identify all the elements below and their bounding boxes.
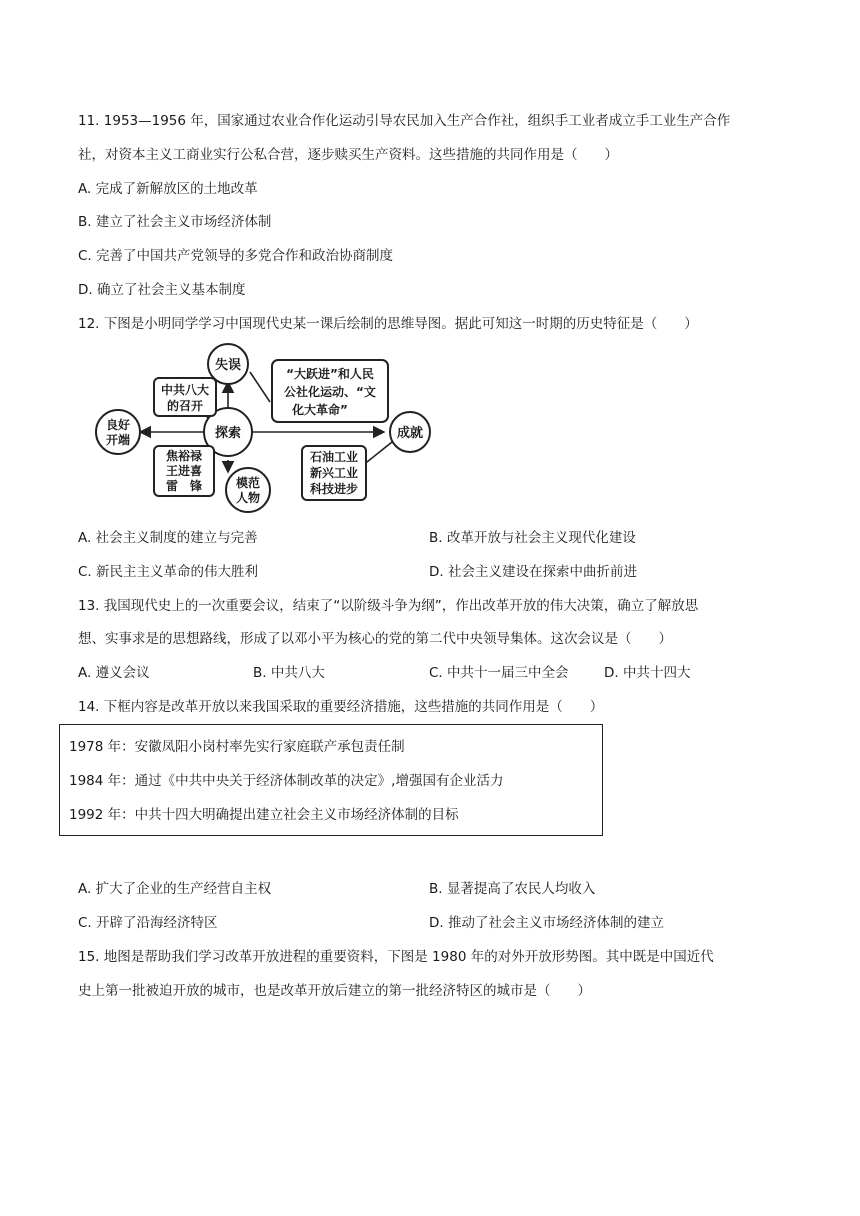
box-right-top-line2: 公社化运动、“文 [284, 385, 376, 399]
box-right-top-line3: 化大革命” [292, 403, 348, 417]
box-left-bottom-line2: 王进喜 [165, 464, 203, 478]
node-left-label-2: 开端 [105, 433, 131, 447]
q13-stem-line2: 想、实事求是的思想路线，形成了以邓小平为核心的党的第二代中央领导集体。这次会议是（ ） [78, 631, 672, 647]
q12-option-c[interactable]: C. 新民主主义革命的伟大胜利 [78, 564, 259, 580]
mind-map-diagram [92, 342, 432, 514]
q13-option-a[interactable]: A. 遵义会议 [78, 665, 150, 681]
node-left [96, 410, 140, 454]
q11-option-c[interactable]: C. 完善了中国共产党领导的多党合作和政治协商制度 [78, 248, 394, 264]
box-left-bottom-line3: 雷 锋 [165, 479, 203, 493]
node-center-label: 探索 [214, 426, 242, 441]
box-right-bottom-line1: 石油工业 [309, 450, 359, 464]
q14-stem: 14. 下框内容是改革开放以来我国采取的重要经济措施，这些措施的共同作用是（ ） [78, 699, 604, 715]
q14-material-box [59, 724, 603, 836]
node-bottom [226, 468, 270, 512]
q12-option-d[interactable]: D. 社会主义建设在探索中曲折前进 [429, 564, 637, 580]
q15-stem-line2: 史上第一批被迫开放的城市，也是改革开放后建立的第一批经济特区的城市是（ ） [78, 983, 591, 999]
box-left-top-line1: 中共八大 [160, 383, 210, 397]
box-left-top-line2: 的召开 [166, 399, 204, 413]
node-bottom-label-1: 模范 [235, 476, 261, 490]
q15-stem-line1: 15. 地图是帮助我们学习改革开放进程的重要资料，下图是 1980 年的对外开放形势图。其中既是中国近代 [78, 949, 714, 965]
q13-stem-line1: 13. 我国现代史上的一次重要会议，结束了“以阶级斗争为纲”，作出改革开放的伟大决策，确立了解放思 [78, 598, 699, 614]
node-top-label: 失误 [214, 358, 242, 373]
q11-option-d[interactable]: D. 确立了社会主义基本制度 [78, 282, 246, 298]
q14-box-entry-1992: 1992 年：中共十四大明确提出建立社会主义市场经济体制的目标 [69, 807, 459, 823]
q12-option-a[interactable]: A. 社会主义制度的建立与完善 [78, 530, 258, 546]
q13-option-d[interactable]: D. 中共十四大 [604, 665, 691, 681]
box-left-bottom [154, 446, 214, 496]
node-bottom-label-2: 人物 [235, 491, 261, 505]
q12-option-b[interactable]: B. 改革开放与社会主义现代化建设 [429, 530, 636, 546]
box-right-bottom-line2: 新兴工业 [309, 466, 359, 480]
q14-box-entry-1978: 1978 年：安徽凤阳小岗村率先实行家庭联产承包责任制 [69, 739, 405, 755]
q13-option-b[interactable]: B. 中共八大 [253, 665, 325, 681]
q13-option-c[interactable]: C. 中共十一届三中全会 [429, 665, 569, 681]
node-right-label: 成就 [396, 426, 424, 441]
q14-box-entry-1984: 1984 年：通过《中共中央关于经济体制改革的决定》,增强国有企业活力 [69, 773, 504, 789]
box-right-bottom [302, 446, 366, 500]
q14-option-b[interactable]: B. 显著提高了农民人均收入 [429, 881, 596, 897]
q14-option-a[interactable]: A. 扩大了企业的生产经营自主权 [78, 881, 272, 897]
box-left-top [154, 378, 216, 416]
box-left-bottom-line1: 焦裕禄 [165, 449, 203, 463]
node-right [390, 412, 430, 452]
box-right-bottom-line3: 科技进步 [309, 482, 359, 496]
box-right-top-line1: “大跃进”和人民 [286, 367, 374, 381]
q11-option-b[interactable]: B. 建立了社会主义市场经济体制 [78, 214, 272, 230]
q11-stem-line1: 11. 1953—1956 年，国家通过农业合作化运动引导农民加入生产合作社，组织手工业者成立手工业生产合作 [78, 113, 731, 129]
node-left-label-1: 良好 [105, 418, 131, 432]
q14-option-c[interactable]: C. 开辟了沿海经济特区 [78, 915, 218, 931]
box-right-top [272, 360, 388, 422]
q14-option-d[interactable]: D. 推动了社会主义市场经济体制的建立 [429, 915, 664, 931]
q11-option-a[interactable]: A. 完成了新解放区的土地改革 [78, 181, 258, 197]
q11-stem-line2: 社，对资本主义工商业实行公私合营，逐步赎买生产资料。这些措施的共同作用是（ ） [78, 147, 618, 163]
q12-stem: 12. 下图是小明同学学习中国现代史某一课后绘制的思维导图。据此可知这一时期的历史特征是（ ） [78, 316, 698, 332]
